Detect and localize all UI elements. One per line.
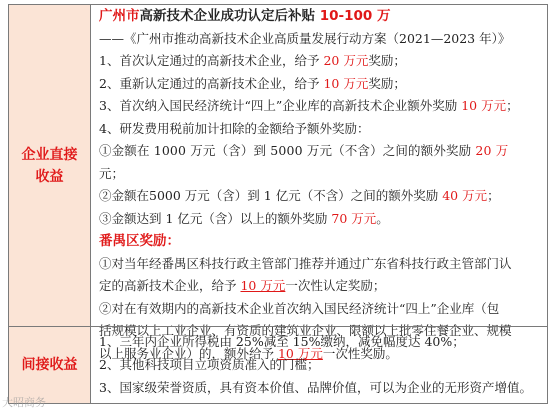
indirect-item-1: 1、三年内企业所得税由 25%减至 15%缴纳，减免幅度达 40%； xyxy=(99,334,465,349)
indirect-item-2: 2、其他科技项目立项资质准入的门槛； xyxy=(99,357,320,372)
subsidy-table xyxy=(8,4,548,404)
guangzhou-sub-3: ③金额达到 1 亿元（含）以上的额外奖励 70 万元。 xyxy=(99,210,389,226)
indirect-item-3: 3、国家级荣誉资质，具有资本价值、品牌价值，可以为企业的无形资产增值。 xyxy=(99,380,532,395)
guangzhou-title: 广州市高新技术企业成功认定后补贴 10-100 万 xyxy=(99,8,391,24)
panyu-para-2-end: 以上服务业企业）的，额外给予 10 万元一次性奖励。 xyxy=(99,345,398,361)
guangzhou-item-4: 4、研发费用税前加计扣除的金额给予额外奖励： xyxy=(99,120,370,136)
watermark: 大昭商务 xyxy=(2,396,46,409)
direct-benefit-label-cell xyxy=(9,5,91,326)
panyu-para-1-cont: 定的高新技术企业，给予 10 万元一次性认定奖励； xyxy=(99,278,386,293)
guangzhou-sub-1-cont: 元； xyxy=(99,165,125,181)
indirect-benefit-label: 间接收益 xyxy=(21,357,78,373)
guangzhou-source: ——《广州市推动高新技术企业高质量发展行动方案（2021—2023 年）》 xyxy=(99,30,511,46)
panyu-para-2: ②对在有效期内的高新技术企业首次纳入国民经济统计“四上”企业库（包 xyxy=(99,300,500,316)
panyu-title: 番禺区奖励： xyxy=(99,233,180,249)
guangzhou-sub-1: ①金额在 1000 万元（含）到 5000 万元（不含）之间的额外奖励 20 万 xyxy=(99,143,509,158)
guangzhou-item-1: 1、首次认定通过的高新技术企业，给予 20 万元奖励； xyxy=(99,53,406,68)
indirect-benefit-content xyxy=(91,326,547,403)
panyu-para-1: ①对当年经番禺区科技行政主管部门推荐并通过广东省科技行政主管部门认 xyxy=(99,255,512,271)
direct-benefit-label: 企业直接收益 xyxy=(21,146,78,185)
guangzhou-sub-2: ②金额在5000 万元（含）到 1 亿元（不含）之间的额外奖励 40 万元； xyxy=(99,188,500,203)
indirect-benefit-label-cell xyxy=(9,326,91,403)
guangzhou-item-2: 2、重新认定通过的高新技术企业，给予 10 万元奖励； xyxy=(99,75,406,91)
guangzhou-item-3: 3、首次纳入国民经济统计“四上”企业库的高新技术企业额外奖励 10 万元； xyxy=(99,98,519,113)
panyu-para-2-cont: 括规模以上工业企业、有资质的建筑业企业、限额以上批零住餐企业、规模 xyxy=(99,323,512,338)
